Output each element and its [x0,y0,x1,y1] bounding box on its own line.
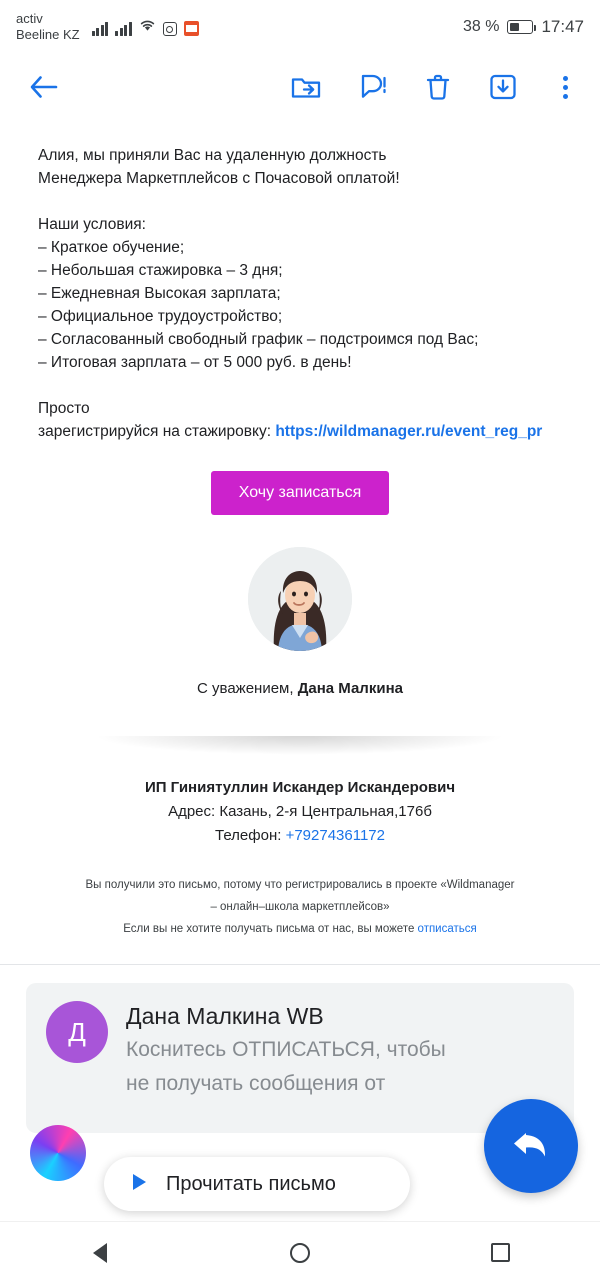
battery-icon [507,20,533,34]
back-arrow-icon[interactable] [22,66,64,108]
author-photo [248,547,352,651]
email-body [0,120,600,940]
reply-icon [508,1124,554,1169]
notification-text-line-2: не получать сообщения от [126,1072,386,1095]
cta-intro-line-2 [38,420,562,443]
screenshot-icon [163,22,177,36]
notification-card[interactable] [26,983,574,1133]
notification-title: Дана Малкина WB [126,1003,324,1029]
company-address: Адрес: Казань, 2-я Центральная,176б [168,803,432,820]
carrier-line-2: Beeline KZ [16,27,80,42]
read-aloud-label: Прочитать письмо [166,1172,336,1195]
carrier-line-1: activ [16,10,43,26]
condition-item: – Согласованный свободный график – подстроимся под Вас; [38,331,479,348]
phone-link[interactable]: +79274361172 [285,827,385,844]
notification-avatar-initial: Д [68,1016,86,1047]
condition-item: – Ежедневная Высокая зарплата; [38,285,281,302]
signal-bars-secondary-icon [115,20,132,36]
cta-intro-text: зарегистрируйся на стажировку: [38,423,276,440]
status-right-group [463,17,584,37]
notification-text-block [126,1001,446,1099]
wifi-icon [139,18,156,36]
archive-download-icon[interactable] [488,72,518,102]
unsubscribe-link[interactable]: отписаться [417,923,477,935]
read-aloud-pill[interactable] [104,1157,410,1211]
section-divider [38,736,562,762]
clock-label: 17:47 [541,17,584,36]
reply-fab-button[interactable] [484,1099,578,1193]
nav-back-icon[interactable] [65,1243,135,1263]
notification-text-line-1: Коснитесь ОТПИСАТЬСЯ, чтобы [126,1038,446,1061]
signup-button[interactable]: Хочу записаться [211,471,390,515]
condition-item: – Небольшая стажировка – 3 дня; [38,262,283,279]
company-block [38,776,562,848]
legal-line-2: – онлайн–школа маркетплейсов» [210,901,390,913]
cta-intro-line-1: Просто [38,400,90,417]
greeting-line-2: Менеджера Маркетплейсов с Почасовой оплатой! [38,170,400,187]
legal-block [38,874,562,940]
carrier-label [16,11,80,44]
condition-item: – Краткое обучение; [38,239,185,256]
status-icon-group [92,18,199,36]
system-nav-bar [0,1221,600,1283]
legal-line-3-text: Если вы не хотите получать письма от нас, вы можете [123,923,418,935]
email-toolbar [0,54,600,120]
phone-label: Телефон: [215,827,286,844]
signal-bars-icon [92,20,109,36]
registration-link[interactable]: https://wildmanager.ru/event_reg_pr [275,423,543,440]
content-separator [0,964,600,965]
nav-home-icon[interactable] [265,1243,335,1263]
author-photo-container [38,547,562,651]
toolbar-actions [290,72,518,102]
cta-container [38,471,562,515]
company-name: ИП Гиниятуллин Искандер Искандерович [144,779,456,796]
conditions-title: Наши условия: [38,216,146,233]
greeting-line-1: Алия, мы приняли Вас на удаленную должность [38,147,387,164]
move-to-folder-icon[interactable] [290,72,322,102]
signature-name: Дана Малкина [297,680,403,697]
report-spam-icon[interactable] [358,72,388,102]
nav-recents-icon[interactable] [465,1243,535,1262]
status-bar [0,0,600,54]
signature [38,677,562,700]
condition-item: – Официальное трудоустройство; [38,308,283,325]
signature-prefix: С уважением, [197,680,298,697]
company-phone-row [38,824,562,848]
play-icon [130,1172,148,1196]
battery-percent-label: 38 % [462,18,500,35]
legal-line-3 [62,918,538,940]
delete-icon[interactable] [424,72,452,102]
calendar-icon [184,21,199,36]
notification-avatar [46,1001,108,1063]
more-options-icon[interactable] [548,66,582,108]
legal-line-1: Вы получили это письмо, потому что регистрировались в проекте «Wildmanager [85,879,515,891]
condition-item: – Итоговая зарплата – от 5 000 руб. в день! [38,354,352,371]
assistant-orb-icon[interactable] [30,1125,86,1181]
